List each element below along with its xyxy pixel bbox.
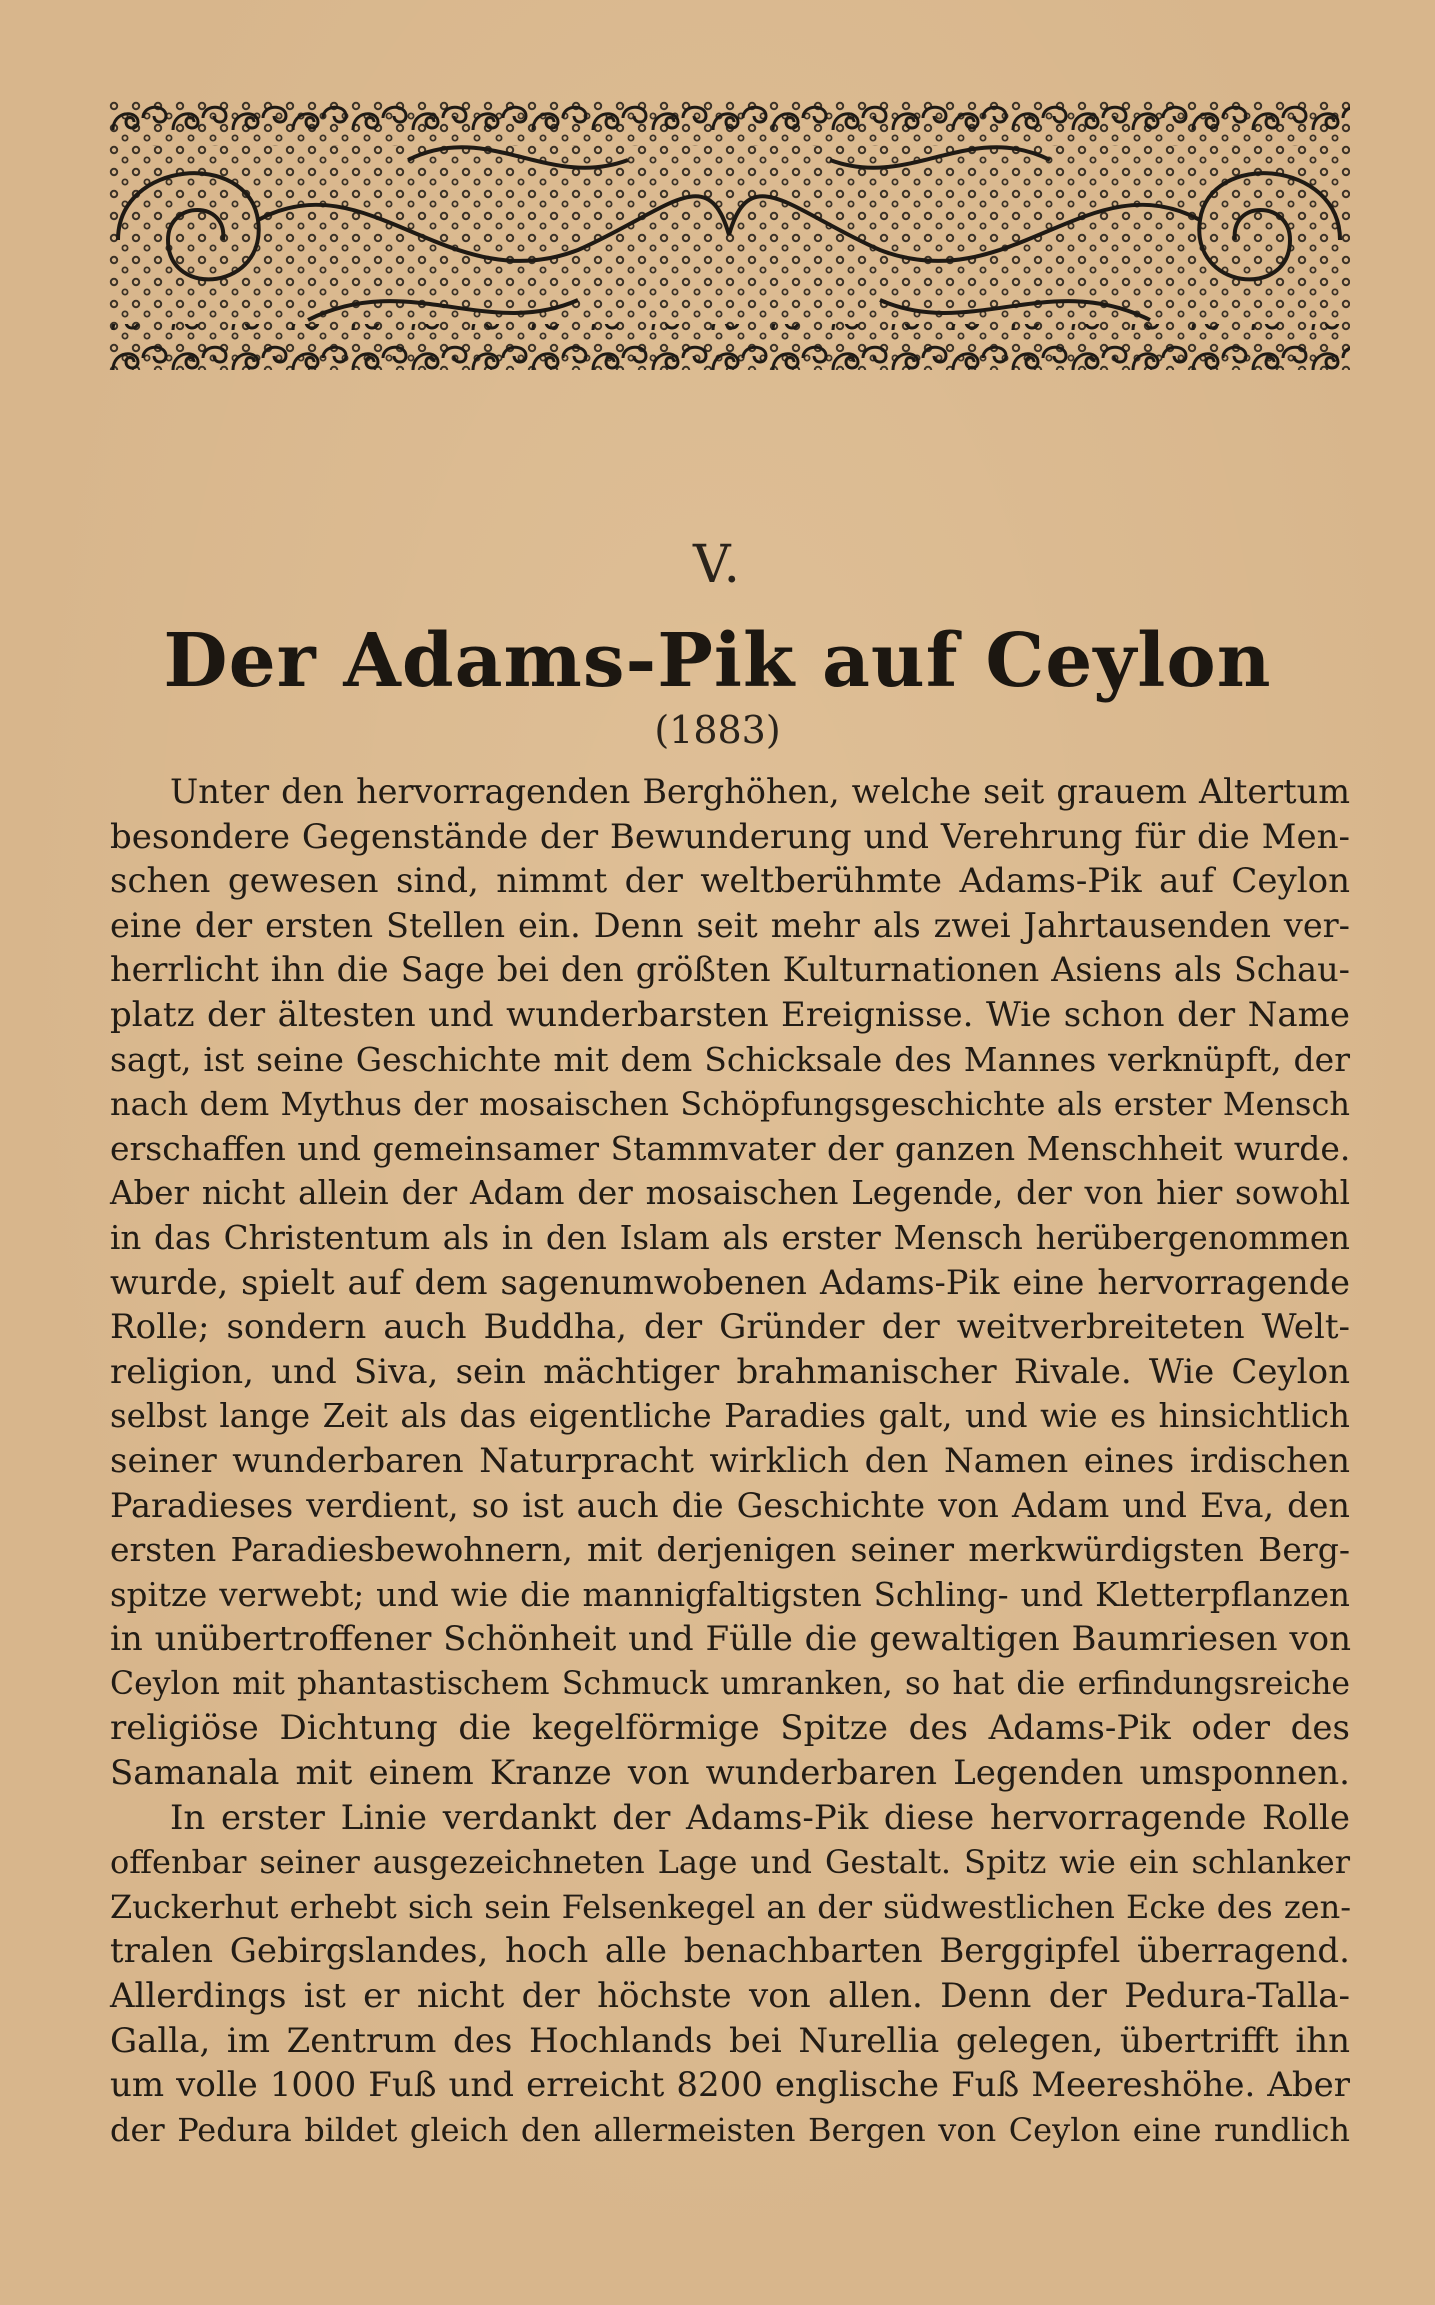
- text-line: religiöse Dichtung die kegelförmige Spitze des Adams-Pik oder des: [110, 1708, 1350, 1749]
- text-line: tralen Gebirgslandes, hoch alle benachbarten Berggipfel überragend.: [110, 1931, 1350, 1972]
- text-line: eine der ersten Stellen ein. Denn seit mehr als zwei Jahrtausenden ver-: [110, 905, 1350, 945]
- decorative-headpiece-ornament: [108, 100, 1350, 370]
- text-line: nach dem Mythus der mosaischen Schöpfungsgeschichte als erster Mensch: [110, 1085, 1350, 1124]
- text-line: seiner wunderbaren Naturpracht wirklich den Namen eines irdischen: [110, 1440, 1350, 1481]
- text-line: Aber nicht allein der Adam der mosaischen Legende, der von hier sowohl: [110, 1174, 1350, 1213]
- text-line: Rolle; sondern auch Buddha, der Gründer der weitverbreiteten Welt-: [110, 1307, 1350, 1348]
- text-line: besondere Gegenstände der Bewunderung und Verehrung für die Men-: [110, 816, 1350, 857]
- text-line: In erster Linie verdankt der Adams-Pik diese hervorragende Rolle: [170, 1797, 1350, 1838]
- text-line: Unter den hervorragenden Berghöhen, welche seit grauem Altertum: [170, 772, 1350, 811]
- text-line: Zuckerhut erhebt sich sein Felsenkegel an der südwestlichen Ecke des zen-: [110, 1887, 1352, 1926]
- text-line: sagt, ist seine Geschichte mit dem Schicksale des Mannes verknüpft, der: [110, 1039, 1350, 1079]
- text-line: herrlicht ihn die Sage bei den größten Kulturnationen Asiens als Schau-: [110, 950, 1350, 990]
- chapter-number: V.: [693, 535, 742, 595]
- paragraph-1: [110, 770, 1350, 1796]
- text-line: der Pedura bildet gleich den allermeisten Bergen von Ceylon eine rundlich: [110, 2110, 1350, 2149]
- body-text: [110, 770, 1350, 2152]
- text-line: um volle 1000 Fuß und erreicht 8200 englische Fuß Meereshöhe. Aber: [110, 2065, 1350, 2106]
- text-line: erschaffen und gemeinsamer Stammvater der ganzen Menschheit wurde.: [110, 1128, 1351, 1168]
- chapter-title: Der Adams-Pik auf Ceylon: [163, 618, 1272, 704]
- text-line: in unübertroffener Schönheit und Fülle die gewaltigen Baumriesen von: [110, 1619, 1351, 1660]
- text-line: Samanala mit einem Kranze von wunderbaren Legenden umsponnen.: [110, 1753, 1350, 1794]
- text-line: selbst lange Zeit als das eigentliche Paradies galt, und wie es hinsichtlich: [110, 1397, 1350, 1436]
- text-line: schen gewesen sind, nimmt der weltberühmte Adams-Pik auf Ceylon: [110, 861, 1350, 902]
- text-line: wurde, spielt auf dem sagenumwobenen Adams-Pik eine hervorragende: [110, 1262, 1350, 1302]
- text-line: spitze verwebt; und wie die mannigfaltigsten Schling- und Kletterpflanzen: [110, 1575, 1350, 1614]
- text-line: platz der ältesten und wunderbarsten Ereignisse. Wie schon der Name: [110, 994, 1350, 1035]
- chapter-year: (1883): [654, 708, 781, 752]
- text-line: in das Christentum als in den Islam als erster Mensch herübergenommen: [110, 1218, 1350, 1257]
- text-line: Ceylon mit phantastischem Schmuck umranken, so hat die erfindungsreiche: [110, 1665, 1350, 1702]
- text-line: Allerdings ist er nicht der höchste von allen. Denn der Pedura-Talla-: [110, 1976, 1350, 2017]
- paragraph-2: [110, 1796, 1350, 2153]
- text-line: Paradieses verdient, so ist auch die Geschichte von Adam und Eva, den: [110, 1485, 1350, 1525]
- text-line: offenbar seiner ausgezeichneten Lage und Gestalt. Spitz wie ein schlanker: [110, 1843, 1350, 1882]
- text-line: religion, und Siva, sein mächtiger brahmanischer Rivale. Wie Ceylon: [110, 1351, 1350, 1392]
- text-line: ersten Paradiesbewohnern, mit derjenigen seiner merkwürdigsten Berg-: [110, 1530, 1350, 1570]
- text-line: Galla, im Zentrum des Hochlands bei Nurellia gelegen, übertrifft ihn: [110, 2020, 1350, 2061]
